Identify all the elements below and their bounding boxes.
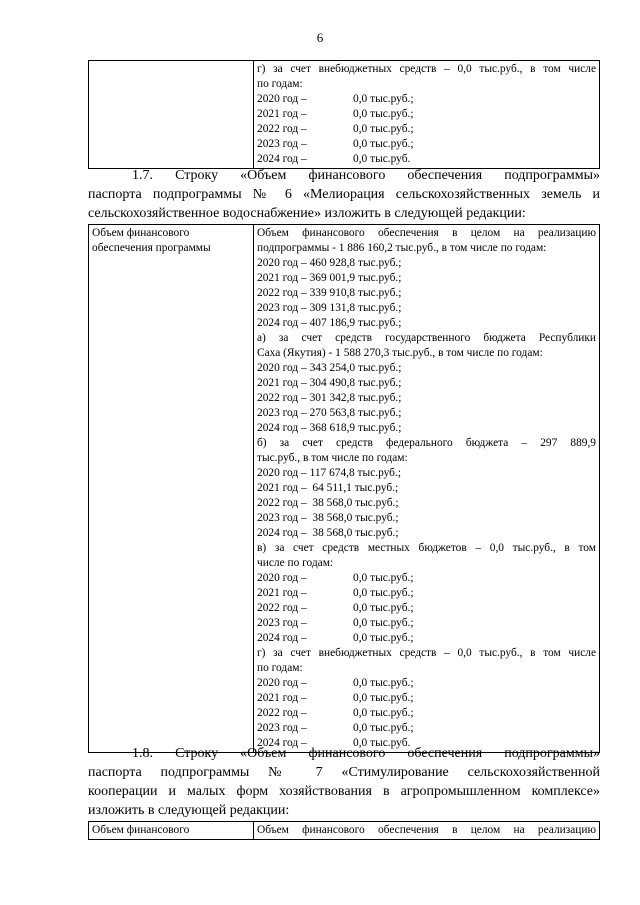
year-row: 2024 год – 0,0 тыс.руб. xyxy=(257,153,411,165)
table-left-cell xyxy=(89,61,254,169)
paragraph-1-8: 1.8. Строку «Объем финансового обеспечения подпрограммы» паспорта подпрограммы № 7 «Стимулирование сельскохозяйственной кооперации и малых форм хозяйствования в агропромышленном комплексе» изложить в следующей редакции: xyxy=(88,746,600,818)
year-row: 2020 год – 460 928,8 тыс.руб.; xyxy=(257,257,402,269)
year-row: 2021 год – 304 490,8 тыс.руб.; xyxy=(257,377,402,389)
year-row: 2022 год – 301 342,8 тыс.руб.; xyxy=(257,392,402,404)
table-left-cell: Объем финансового обеспечения программы xyxy=(89,225,254,753)
table-right-cell: Объем финансового обеспечения в целом на реализацию xyxy=(254,822,600,840)
year-row: 2020 год – 343 254,0 тыс.руб.; xyxy=(257,362,402,374)
year-row: 2020 год – 0,0 тыс.руб.; xyxy=(257,93,414,105)
year-row: 2022 год – 0,0 тыс.руб.; xyxy=(257,123,414,135)
year-row: 2023 год – 0,0 тыс.руб.; xyxy=(257,617,414,629)
table-right-cell: Объем финансового обеспечения в целом на реализацию подпрограммы - 1 886 160,2 тыс.руб., в том числе по годам: 2020 год – 460 928,8 тыс.руб.; 2021 год – 369 001,9 тыс.руб.; 2022 год – 339 910,8 тыс.руб.; 2023 год – 309 131,8 тыс.руб.; 2024 год – 407 186,9 тыс.руб.; а) за счет средств государственного бюджета Республики Саха (Якутия) - 1 588 270,3 тыс.руб., в том числе по годам: 2020 год – 343 254,0 тыс.руб.; 2021 год – 304 490,8 тыс.руб.; 2022 год – 301 342,8 тыс.руб.; 2023 год – 270 563,8 тыс.руб.; 2024 год – 368 618,9 тыс.руб.; б) за счет средств федерального бюджета – 297 889,9 тыс.руб., в том числе по годам: 2020 год – 117 674,8 тыс.руб.; 2021 год – 64 511,1 тыс.руб.; 2022 год – 38 568,0 тыс.руб.; 2023 год – 38 568,0 тыс.руб.; 2024 год – 38 568,0 тыс.руб.; в) за счет средств местных бюджетов – 0,0 тыс.руб., в том числе по годам: 2020 год – 0,0 тыс.руб.; 2021 год – 0,0 тыс.руб.; 2022 год – 0,0 тыс.руб.; 2023 год – 0,0 тыс.руб.; 2024 год – 0,0 тыс.руб.; г) за счет внебюджетных средств – 0,0 тыс.руб., в том числе по годам: 2020 год – 0,0 тыс.руб.; 2021 год – 0,0 тыс.руб.; 2022 год – 0,0 тыс.руб.; 2023 год – 0,0 тыс.руб.; 2024 год – 0,0 тыс.руб. xyxy=(254,225,600,753)
year-row: 2024 год – 38 568,0 тыс.руб.; xyxy=(257,527,399,539)
table-left-cell: Объем финансового xyxy=(89,822,254,840)
year-row: 2023 год – 38 568,0 тыс.руб.; xyxy=(257,512,399,524)
year-row: 2021 год – 0,0 тыс.руб.; xyxy=(257,108,414,120)
year-row: 2023 год – 270 563,8 тыс.руб.; xyxy=(257,407,402,419)
year-row: 2023 год – 0,0 тыс.руб.; xyxy=(257,722,414,734)
year-row: 2024 год – 0,0 тыс.руб. xyxy=(257,737,411,749)
year-row: 2020 год – 117 674,8 тыс.руб.; xyxy=(257,467,401,479)
funding-table-subprogram-7 xyxy=(88,821,600,840)
funding-table-continued xyxy=(88,60,600,169)
year-row: 2023 год – 0,0 тыс.руб.; xyxy=(257,138,414,150)
extrabudget-header: г) за счет внебюджетных средств – 0,0 тыс.руб., в том числе xyxy=(257,63,596,75)
year-row: 2024 год – 0,0 тыс.руб.; xyxy=(257,632,414,644)
year-row: 2020 год – 0,0 тыс.руб.; xyxy=(257,677,414,689)
paragraph-1-7: 1.7. Строку «Объем финансового обеспечения подпрограммы» паспорта подпрограммы № 6 «Мелиорация сельскохозяйственных земель и сельскохозяйственное водоснабжение» изложить в следующей редакции: xyxy=(88,168,600,221)
year-row: 2022 год – 0,0 тыс.руб.; xyxy=(257,602,414,614)
year-row: 2022 год – 0,0 тыс.руб.; xyxy=(257,707,414,719)
year-row: 2022 год – 339 910,8 тыс.руб.; xyxy=(257,287,402,299)
year-row: 2023 год – 309 131,8 тыс.руб.; xyxy=(257,302,402,314)
year-row: 2021 год – 0,0 тыс.руб.; xyxy=(257,692,414,704)
year-row: 2020 год – 0,0 тыс.руб.; xyxy=(257,572,414,584)
funding-table-subprogram-6 xyxy=(88,224,600,753)
year-row: 2021 год – 64 511,1 тыс.руб.; xyxy=(257,482,399,494)
year-row: 2021 год – 369 001,9 тыс.руб.; xyxy=(257,272,402,284)
year-row: 2021 год – 0,0 тыс.руб.; xyxy=(257,587,414,599)
year-row: 2024 год – 368 618,9 тыс.руб.; xyxy=(257,422,402,434)
year-row: 2022 год – 38 568,0 тыс.руб.; xyxy=(257,497,399,509)
table-right-cell: г) за счет внебюджетных средств – 0,0 тыс.руб., в том числе по годам: 2020 год – 0,0 тыс.руб.; 2021 год – 0,0 тыс.руб.; 2022 год – 0,0 тыс.руб.; 2023 год – 0,0 тыс.руб.; 2024 год – 0,0 тыс.руб. xyxy=(254,61,600,169)
year-row: 2024 год – 407 186,9 тыс.руб.; xyxy=(257,317,402,329)
page-number: 6 xyxy=(316,30,324,45)
